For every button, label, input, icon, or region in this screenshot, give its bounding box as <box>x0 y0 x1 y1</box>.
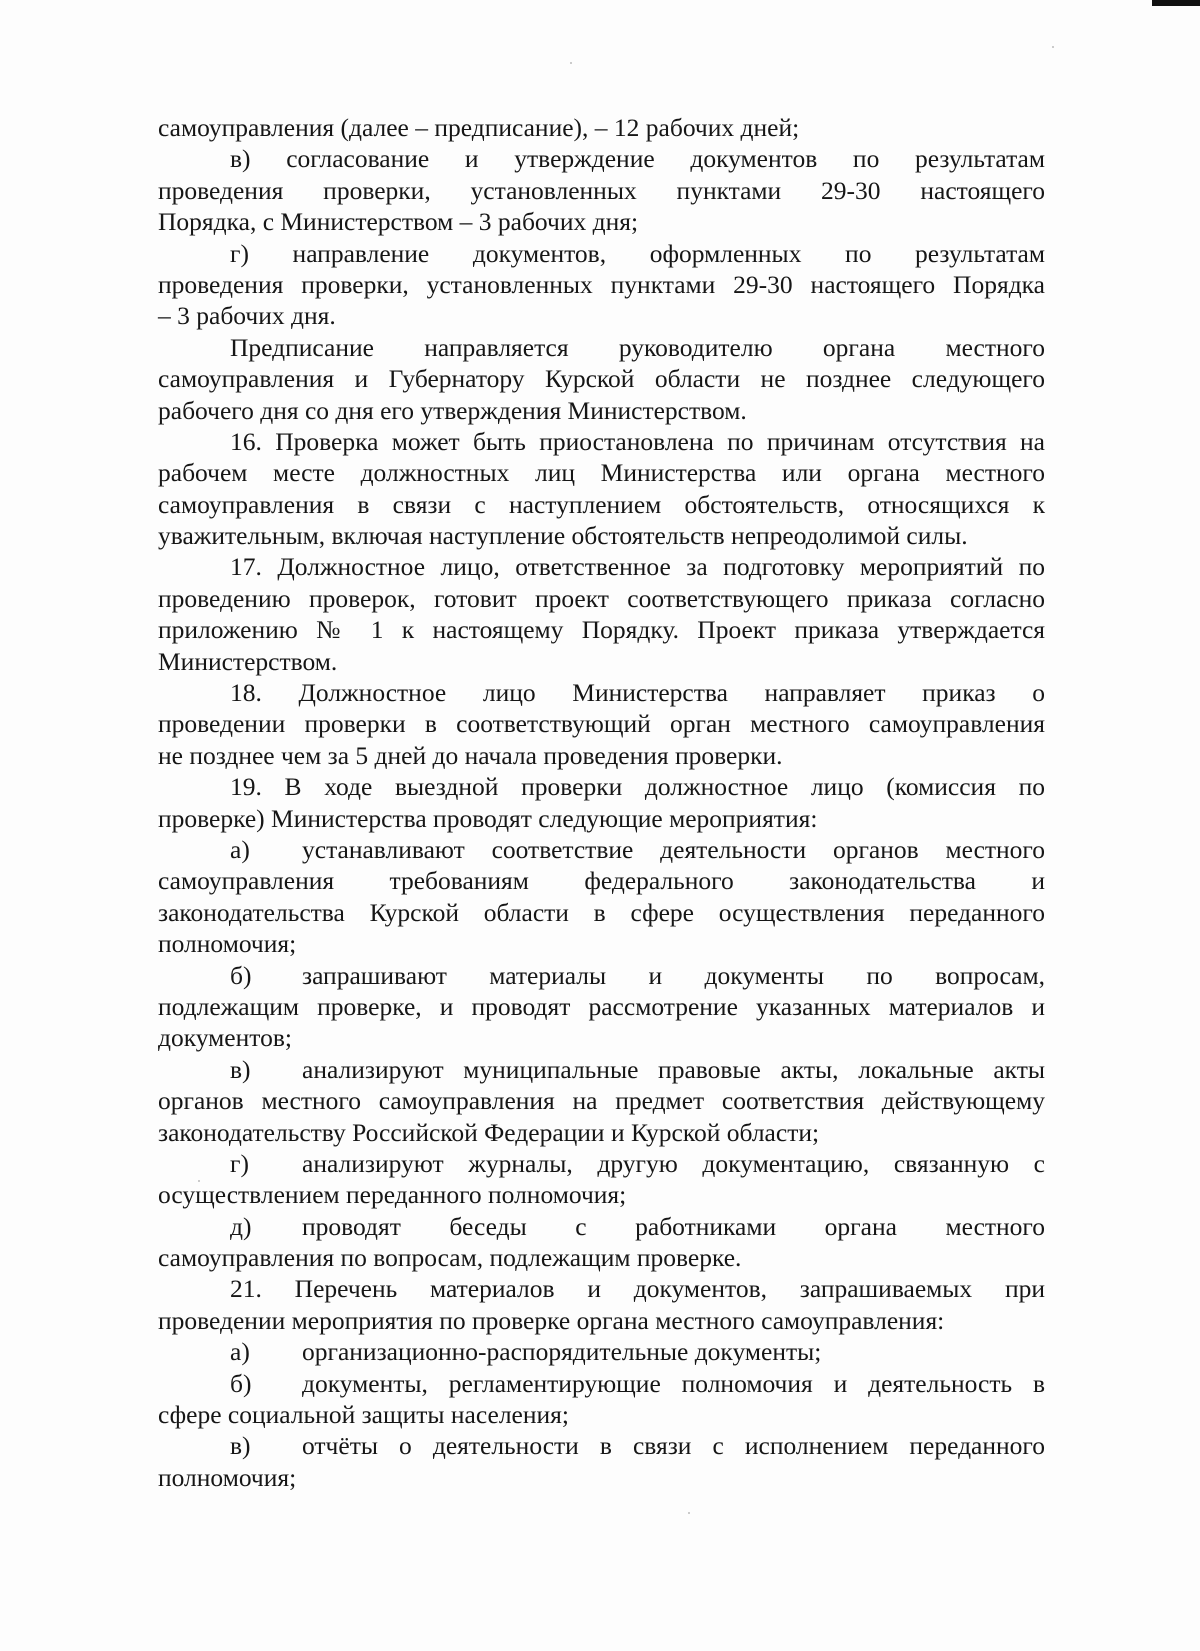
text-line: самоуправления в связи с наступлением обстоятельств, относящихся к <box>158 489 1045 519</box>
list-marker: б) <box>230 960 252 990</box>
text-line: законодательства Курской области в сфере осуществления переданного <box>158 897 1045 927</box>
text-line: Министерством. <box>158 646 338 676</box>
text-line: 17. Должностное лицо, ответственное за подготовку мероприятий по <box>230 552 1045 582</box>
text-line: уважительным, включая наступление обстоятельств непреодолимой силы. <box>158 521 968 551</box>
text-line: самоуправления по вопросам, подлежащим проверке. <box>158 1243 742 1273</box>
text-line: документов; <box>158 1023 292 1053</box>
list-item <box>158 1148 1045 1179</box>
scan-speck <box>1052 46 1054 48</box>
text-line: не позднее чем за 5 дней до начала проведения проверки. <box>158 740 783 770</box>
text-line: приложению № 1 к настоящему Порядку. Проект приказа утверждается <box>158 615 1045 645</box>
text-line: устанавливают соответствие деятельности органов местного <box>302 834 1045 864</box>
text-line: проведения проверки, установленных пунктами 29-30 настоящего <box>158 175 1045 205</box>
list-marker: а) <box>230 834 250 864</box>
text-line: осуществлением переданного полномочия; <box>158 1180 627 1210</box>
text-line: проведению проверок, готовит проект соответствующего приказа согласно <box>158 583 1045 613</box>
text-line: 19. В ходе выездной проверки должностное лицо (комиссия по <box>230 772 1045 802</box>
text-line: в) согласование и утверждение документов по результатам <box>230 144 1045 174</box>
text-line: полномочия; <box>158 1462 297 1492</box>
list-item <box>158 1368 1045 1399</box>
list-item <box>158 1336 1045 1367</box>
list-item <box>158 1430 1045 1461</box>
text-line: законодательству Российской Федерации и Курской области; <box>158 1117 820 1147</box>
list-item <box>158 1211 1045 1242</box>
text-line: проверке) Министерства проводят следующие мероприятия: <box>158 803 818 833</box>
text-line: сфере социальной защиты населения; <box>158 1400 569 1430</box>
scan-speck <box>570 62 572 64</box>
list-marker: в) <box>230 1431 251 1461</box>
list-marker: а) <box>230 1337 250 1367</box>
text-line: полномочия; <box>158 929 297 959</box>
text-line: проведении мероприятия по проверке органа местного самоуправления: <box>158 1305 945 1335</box>
text-line: Порядка, с Министерством – 3 рабочих дня; <box>158 207 639 237</box>
list-item <box>158 1054 1045 1085</box>
text-line: проведения проверки, установленных пунктами 29-30 настоящего Порядка <box>158 269 1045 299</box>
text-line: самоуправления требованиям федерального законодательства и <box>158 866 1045 896</box>
list-marker: д) <box>230 1211 252 1241</box>
text-line: анализируют журналы, другую документацию, связанную с <box>302 1148 1045 1178</box>
text-line: организационно-распорядительные документы; <box>302 1337 822 1367</box>
text-line: анализируют муниципальные правовые акты, локальные акты <box>302 1054 1045 1084</box>
scan-speck <box>688 1512 690 1514</box>
text-line: отчёты о деятельности в связи с исполнением переданного <box>302 1431 1045 1461</box>
text-line: документы, регламентирующие полномочия и деятельность в <box>302 1368 1045 1398</box>
list-item <box>158 960 1045 991</box>
text-line: 18. Должностное лицо Министерства направляет приказ о <box>230 678 1045 708</box>
text-line: проведении проверки в соответствующий орган местного самоуправления <box>158 709 1045 739</box>
document-body <box>158 112 1045 1493</box>
text-line: рабочего дня со дня его утверждения Министерством. <box>158 395 747 425</box>
list-item <box>158 834 1045 865</box>
text-line: самоуправления и Губернатору Курской области не позднее следующего <box>158 364 1045 394</box>
text-line: г) направление документов, оформленных по результатам <box>230 238 1045 268</box>
text-line: подлежащим проверке, и проводят рассмотрение указанных материалов и <box>158 991 1045 1021</box>
text-line: рабочем месте должностных лиц Министерства или органа местного <box>158 458 1045 488</box>
text-line: 21. Перечень материалов и документов, запрашиваемых при <box>230 1274 1045 1304</box>
text-line: Предписание направляется руководителю органа местного <box>230 332 1045 362</box>
scan-corner-mark <box>1152 0 1200 6</box>
list-marker: б) <box>230 1368 252 1398</box>
text-line: проводят беседы с работниками органа местного <box>302 1211 1045 1241</box>
text-line: органов местного самоуправления на предмет соответствия действующему <box>158 1086 1045 1116</box>
text-line: 16. Проверка может быть приостановлена по причинам отсутствия на <box>230 426 1045 456</box>
text-line: запрашивают материалы и документы по вопросам, <box>302 960 1045 990</box>
text-line: самоуправления (далее – предписание), – 12 рабочих дней; <box>158 113 800 142</box>
text-line: – 3 рабочих дня. <box>158 301 336 331</box>
list-marker: г) <box>230 1148 249 1178</box>
list-marker: в) <box>230 1054 251 1084</box>
